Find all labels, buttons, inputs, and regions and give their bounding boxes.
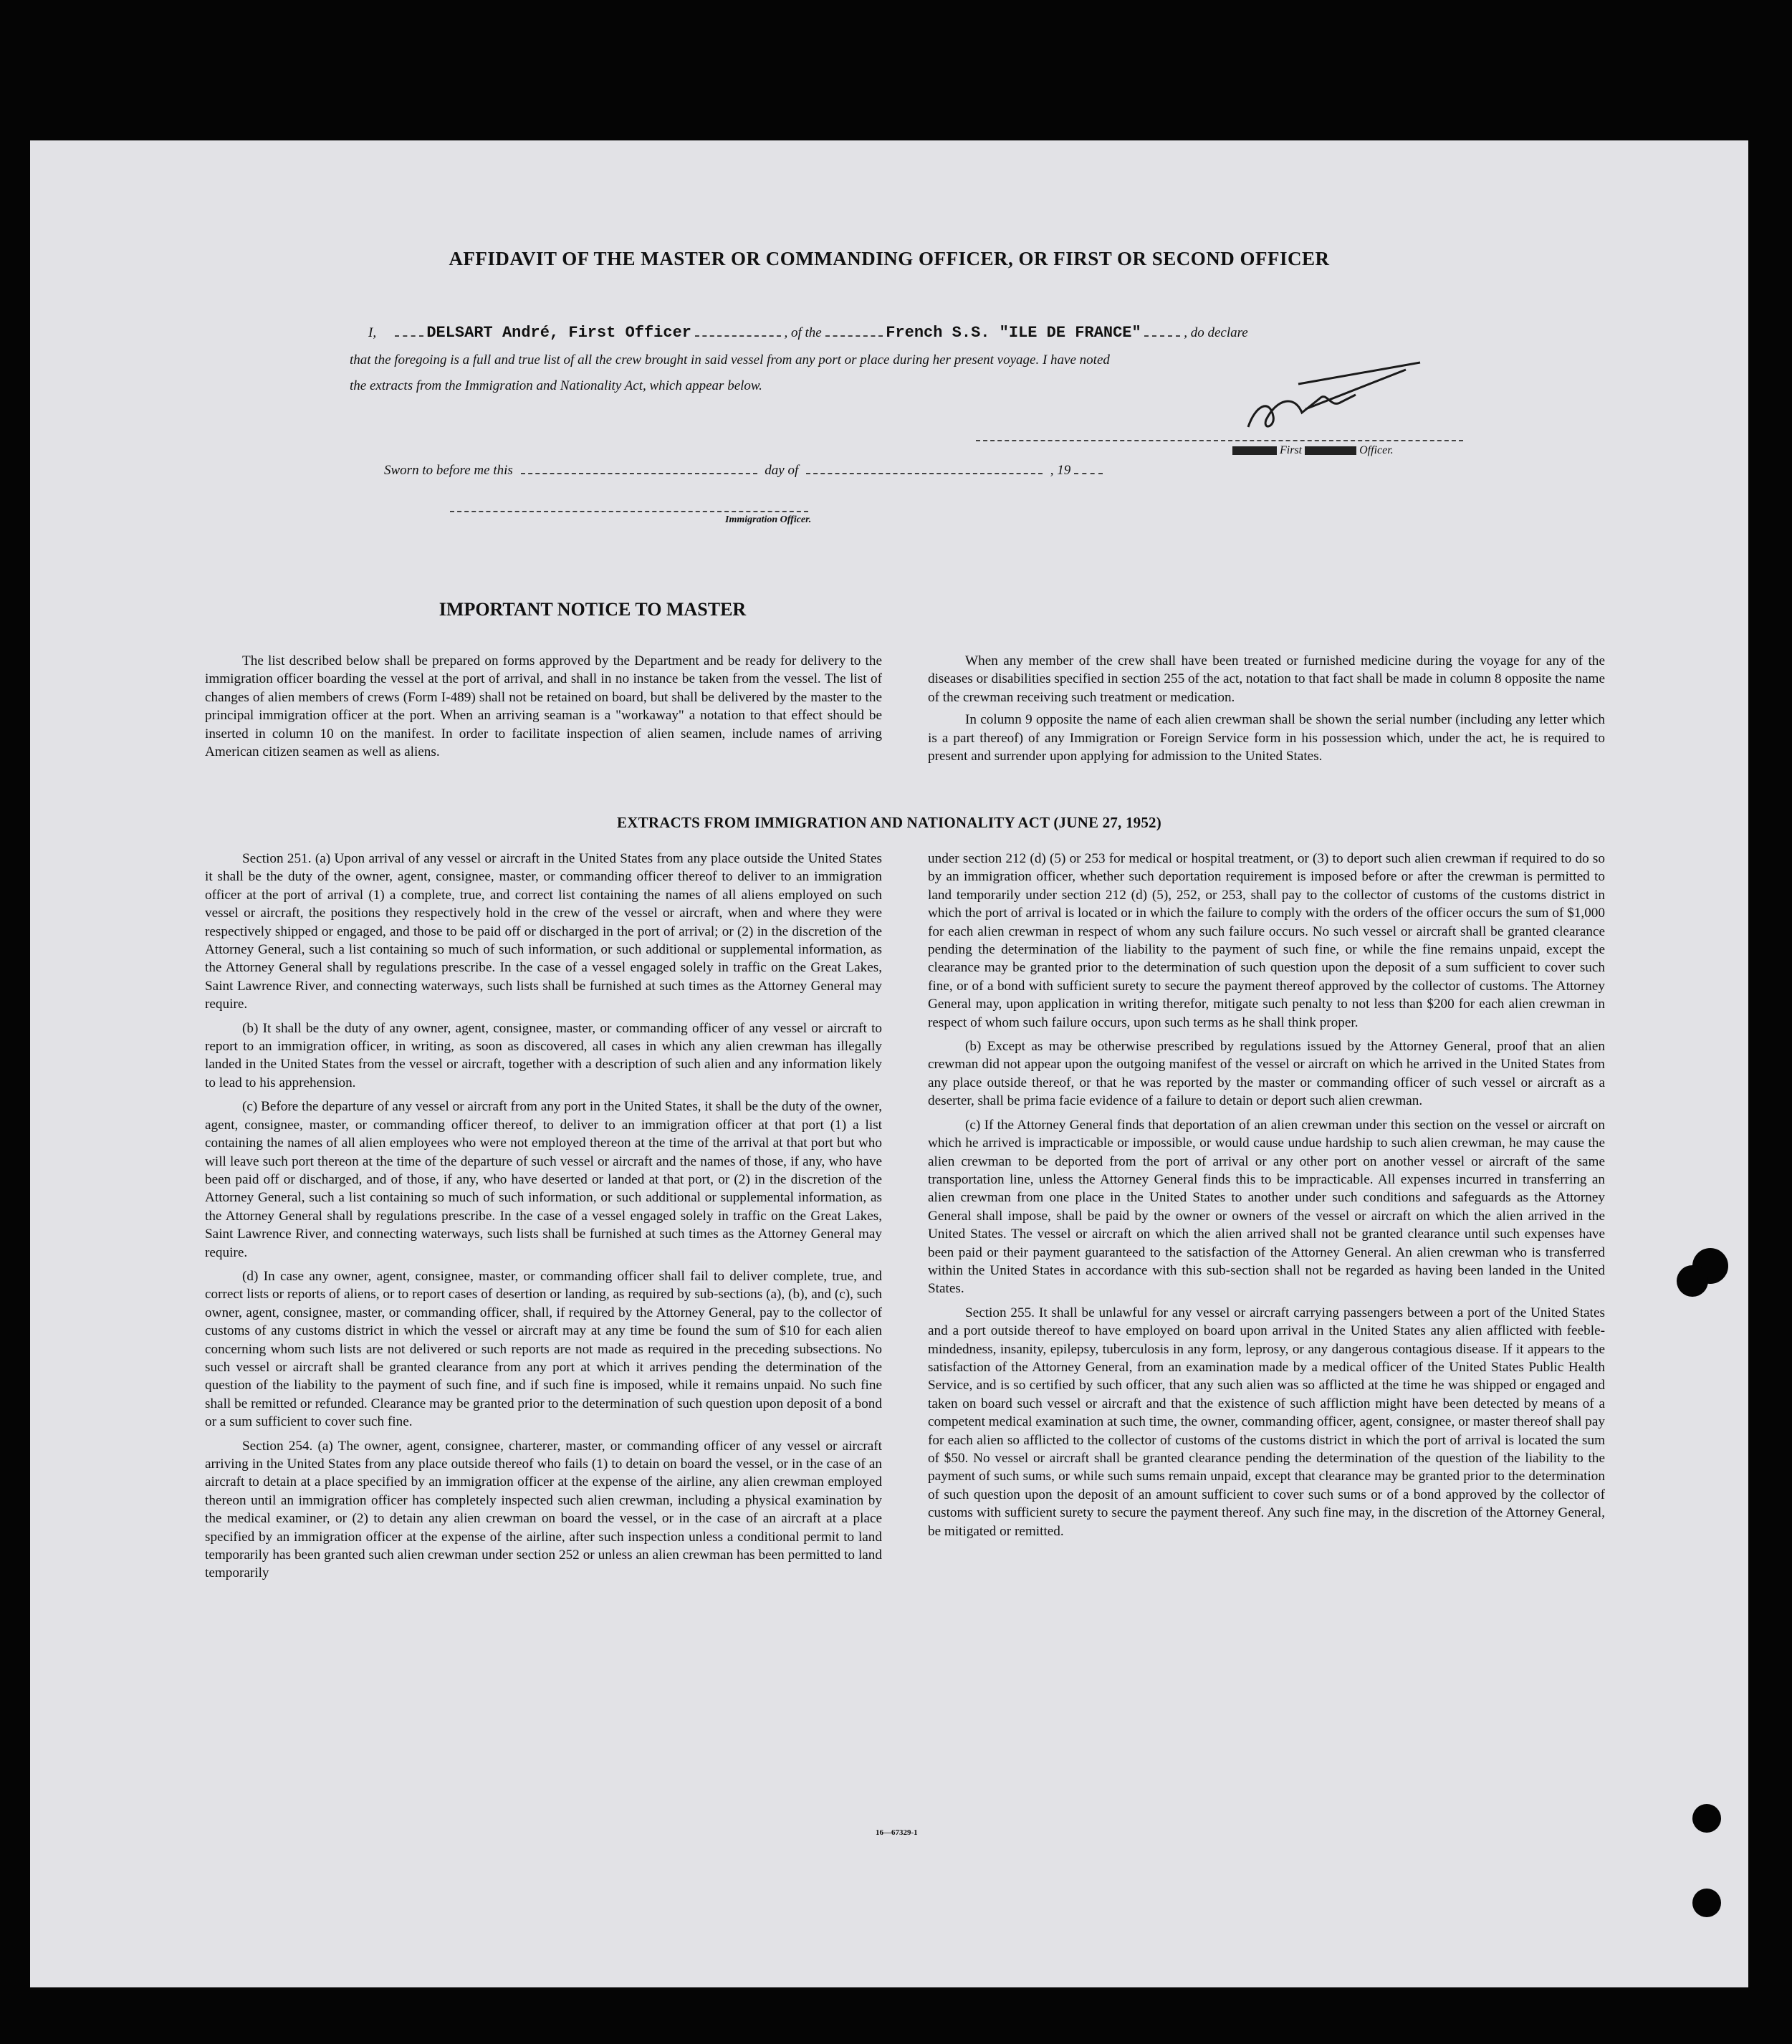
sworn-prefix: Sworn to before me this [384,463,513,478]
notice-right-paragraph-2: In column 9 opposite the name of each alien crewman shall be shown the serial number (including any letter which is a part thereof) of any Immigration or Foreign Service form in his possession which, under the act, he is required to present and surrender upon applying for admission to the United States. [928,712,1605,764]
vessel-name: French S.S. "ILE DE FRANCE" [886,324,1141,342]
notice-title: IMPORTANT NOTICE TO MASTER [439,599,747,620]
declaration-line [368,324,1248,342]
section-254-a: Section 254. (a) The owner, agent, consignee, charterer, master, or commanding officer of any vessel or aircraft arriving in the United States from any place outside thereof who fails (1) to detain on board the vessel, or in the case of an aircraft to detain at a place specified by an immigration officer at the expense of the airline, any alien crewman employed thereon until an immigration officer has completely inspected such alien crewman, including a physical examination by the medical examiner, or (2) to detain any alien crewman on board the vessel, or in the case of an aircraft at a place specified by an immigration officer at the expense of the airline, after such inspection unless a conditional permit to land temporarily has been granted such alien crewman under section 252 or unless an alien crewman has been permitted to land temporarily [205,1438,882,1581]
section-251-a: Section 251. (a) Upon arrival of any vessel or aircraft in the United States from any place outside the United States it shall be the duty of the owner, agent, consignee, master, or commanding officer thereof to deliver to an immigration officer at the port of arrival (1) a complete, true, and correct list containing the names of all aliens employed on such vessel or aircraft, the positions they respectively hold in the crew of the vessel or aircraft, when and where they were respectively shipped or engaged, and those to be paid off or discharged in the port of arrival; or (2) in the discretion of the Attorney General, such a list containing so much of such information, or such additional or supplemental information, as the Attorney General shall by regulations prescribe. In the case of a vessel engaged solely in traffic on the Great Lakes, Saint Lawrence River, and connecting waterways, such lists shall be furnished at such times as the Attorney General may require. [205,851,882,1012]
officer-name: DELSART André, First Officer [426,324,691,342]
affidavit-title: AFFIDAVIT OF THE MASTER OR COMMANDING OFFICER, OR FIRST OR SECOND OFFICER [449,248,1330,269]
officer-signature [1234,355,1449,448]
prefix-i: I, [368,325,377,340]
declaration-line-2: that the foregoing is a full and true list of all the crew brought in said vessel from any port or place during her present voyage. I have noted [350,352,1110,368]
section-254-a-cont: under section 212 (d) (5) or 253 for medical or hospital treatment, or (3) to deport such alien crewman if required to do so by an immigration officer, whether such deportation requirement is imposed before or after the crewman is permitted to land temporarily under section 212 (d) (5), 252, or 253, shall pay to the collector of customs of the customs district in which the port of arrival is located or in which the failure to comply with the orders of the officer occurs the sum of $1,000 for each alien crewman in respect of whom any such failure occurs. No such vessel or aircraft shall be granted clearance pending the determination of the liability to the payment of such fine, or while the fine remains unpaid, except the clearance may be granted prior to the determination of such question upon the deposit of a sum sufficient to cover such fine, or of a bond with sufficient surety to secure the payment thereof approved by the collector of customs. The Attorney General may, upon application in writing therefor, mitigate such penalty to not less than $200 for each alien crewman in respect of whom such failure occurs, upon such terms as he shall think proper. [928,851,1605,1030]
punch-hole [1677,1265,1708,1297]
immigration-officer-caption: Immigration Officer. [725,514,812,525]
signature-caption-officer: Officer. [1359,444,1394,456]
of-the-label: , of the [784,325,822,340]
extracts-right-column [928,850,1605,1546]
signature-caption [1232,444,1394,457]
notice-left-column [205,652,882,767]
signature-caption-first: First [1280,444,1303,456]
document-page [30,140,1748,1987]
section-254-c: (c) If the Attorney General finds that deportation of an alien crewman under this section on the vessel or aircraft on which he arrived is impracticable or impossible, or would cause undue hardship to such alien crewman, he may cause the alien crewman to be deported from the port of arrival or any other port on another vessel or aircraft of the same transportation line, unless the Attorney General finds this to be impracticable. All expenses incurred in transferring an alien crewman from one place in the United States to another under such conditions and safeguards as the Attorney General shall impose, shall be paid by the owner or owners of the vessel or aircraft on which the alien arrived in the United States. The vessel or aircraft on which the alien arrived shall not be granted clearance until such expenses have been paid or their payment guaranteed to the satisfaction of the Attorney General. An alien crewman who is transferred within the United States in accordance with this sub-section shall not be regarded as having been landed in the United States. [928,1117,1605,1297]
do-declare-label: , do declare [1184,325,1248,340]
day-of-label: day of [765,463,799,478]
notice-right-column [928,652,1605,771]
section-251-b: (b) It shall be the duty of any owner, agent, consignee, master, or commanding officer of any vessel or aircraft to report to an immigration officer, in writing, as soon as discovered, all cases in which any alien crewman has illegally landed in the United States from the vessel or aircraft, together with a description of such alien and any information likely to lead to his apprehension. [205,1020,882,1090]
notice-left-paragraph: The list described below shall be prepared on forms approved by the Department and be ready for delivery to the immigration officer boarding the vessel at the port of arrival, and shall in no instance be taken from the vessel. The list of changes of alien members of crews (Form I-489) shall not be retained on board, but shall be delivered by the master to the principal immigration officer at the port. When an arriving seaman is a "workaway" a notation to that effect should be inserted in column 10 on the manifest. In order to facilitate inspection of alien seamen, include names of arriving American citizen seamen as well as aliens. [205,653,882,760]
notice-right-paragraph-1: When any member of the crew shall have been treated or furnished medicine during the voyage for any of the diseases or disabilities specified in section 255 of the act, notation to that fact shall be made in column 8 opposite the name of the crewman receiving such treatment or medication. [928,653,1605,705]
form-code: 16—67329-1 [876,1828,918,1837]
section-251-c: (c) Before the departure of any vessel or aircraft from any port in the United States, it shall be the duty of the owner, agent, consignee, master, or commanding officer thereof, to deliver to an immigration officer at that port (1) a list containing the names of all alien employees who were not employed thereon at the time of the arrival at that port but who will leave such port thereon at the time of the departure of such vessel or aircraft and the names of those, if any, who have been paid off or discharged, and of those, if any, who have deserted or landed at that port, or (2) in the discretion of the Attorney General, such a list containing so much of such information, or such additional or supplemental information, as the Attorney General shall by regulations prescribe. In the case of a vessel engaged solely in traffic on the Great Lakes, Saint Lawrence River, and connecting waterways, such lists shall be furnished at such times as the Attorney General may require. [205,1099,882,1260]
declaration-line-3: the extracts from the Immigration and Nationality Act, which appear below. [350,378,762,393]
extracts-title: EXTRACTS FROM IMMIGRATION AND NATIONALITY ACT (JUNE 27, 1952) [617,814,1161,831]
sworn-line [384,463,1103,479]
punch-hole [1692,1889,1721,1917]
year-prefix: , 19 [1050,463,1071,478]
section-254-b: (b) Except as may be otherwise prescribed by regulations issued by the Attorney General, proof that an alien crewman did not appear upon the outgoing manifest of the vessel or aircraft on which he arrived in the United States from any place outside thereof, or that he was reported by the master or commanding officer of such vessel or aircraft as a deserter, shall be prima facie evidence of a failure to detain or deport such alien crewman. [928,1039,1605,1109]
section-251-d: (d) In case any owner, agent, consignee, master, or commanding officer shall fail to deliver complete, true, and correct lists or reports of aliens, or to report cases of desertion or landing, as required by sub-sections (a), (b), and (c), such owner, agent, consignee, master, or commanding officer, shall, if required by the Attorney General, pay to the collector of customs of any customs district in which the vessel or aircraft may at any time be found the sum of $10 for each alien concerning whom such lists are not delivered or such reports are not made as required in the preceding subsections. No such vessel or aircraft shall be granted clearance from any port at which it arrives pending the determination of the question of the liability to the payment of such fine, and if such fine is imposed, while it remains unpaid. No such fine shall be remitted or refunded. Clearance may be granted prior to the determination of such question upon deposit of a bond or a sum sufficient to cover such fine. [205,1268,882,1430]
extracts-left-column [205,850,882,1588]
section-255: Section 255. It shall be unlawful for any vessel or aircraft carrying passengers between a port of the United States and a port outside thereof to have employed on board upon arrival in the United States any alien afflicted with feeble-mindedness, insanity, epilepsy, tuberculosis in any form, leprosy, or any dangerous contagious disease. If it appears to the satisfaction of the Attorney General, from an examination made by a medical officer of the United States Public Health Service, and is so certified by such officer, that any such alien was so afflicted at the time he was shipped or engaged and taken on board such vessel or aircraft and that the existence of such affliction might have been detected by means of a competent medical examination at such time, the owner, commanding officer, agent, consignee, or master thereof shall pay for each alien so afflicted to the collector of customs of the customs district in which the port of arrival is located the sum of $50. No vessel or aircraft shall be granted clearance pending the determination of the question of the liability to the payment of such sums, or while such sums remain unpaid, except that clearance may be granted prior to the determination of such question upon the deposit of an amount sufficient to cover such sums or of a bond approved by the collector of customs with sufficient surety to secure the payment thereof. Any such fine may, in the discretion of the Attorney General, be mitigated or remitted. [928,1305,1605,1539]
punch-hole [1692,1804,1721,1833]
